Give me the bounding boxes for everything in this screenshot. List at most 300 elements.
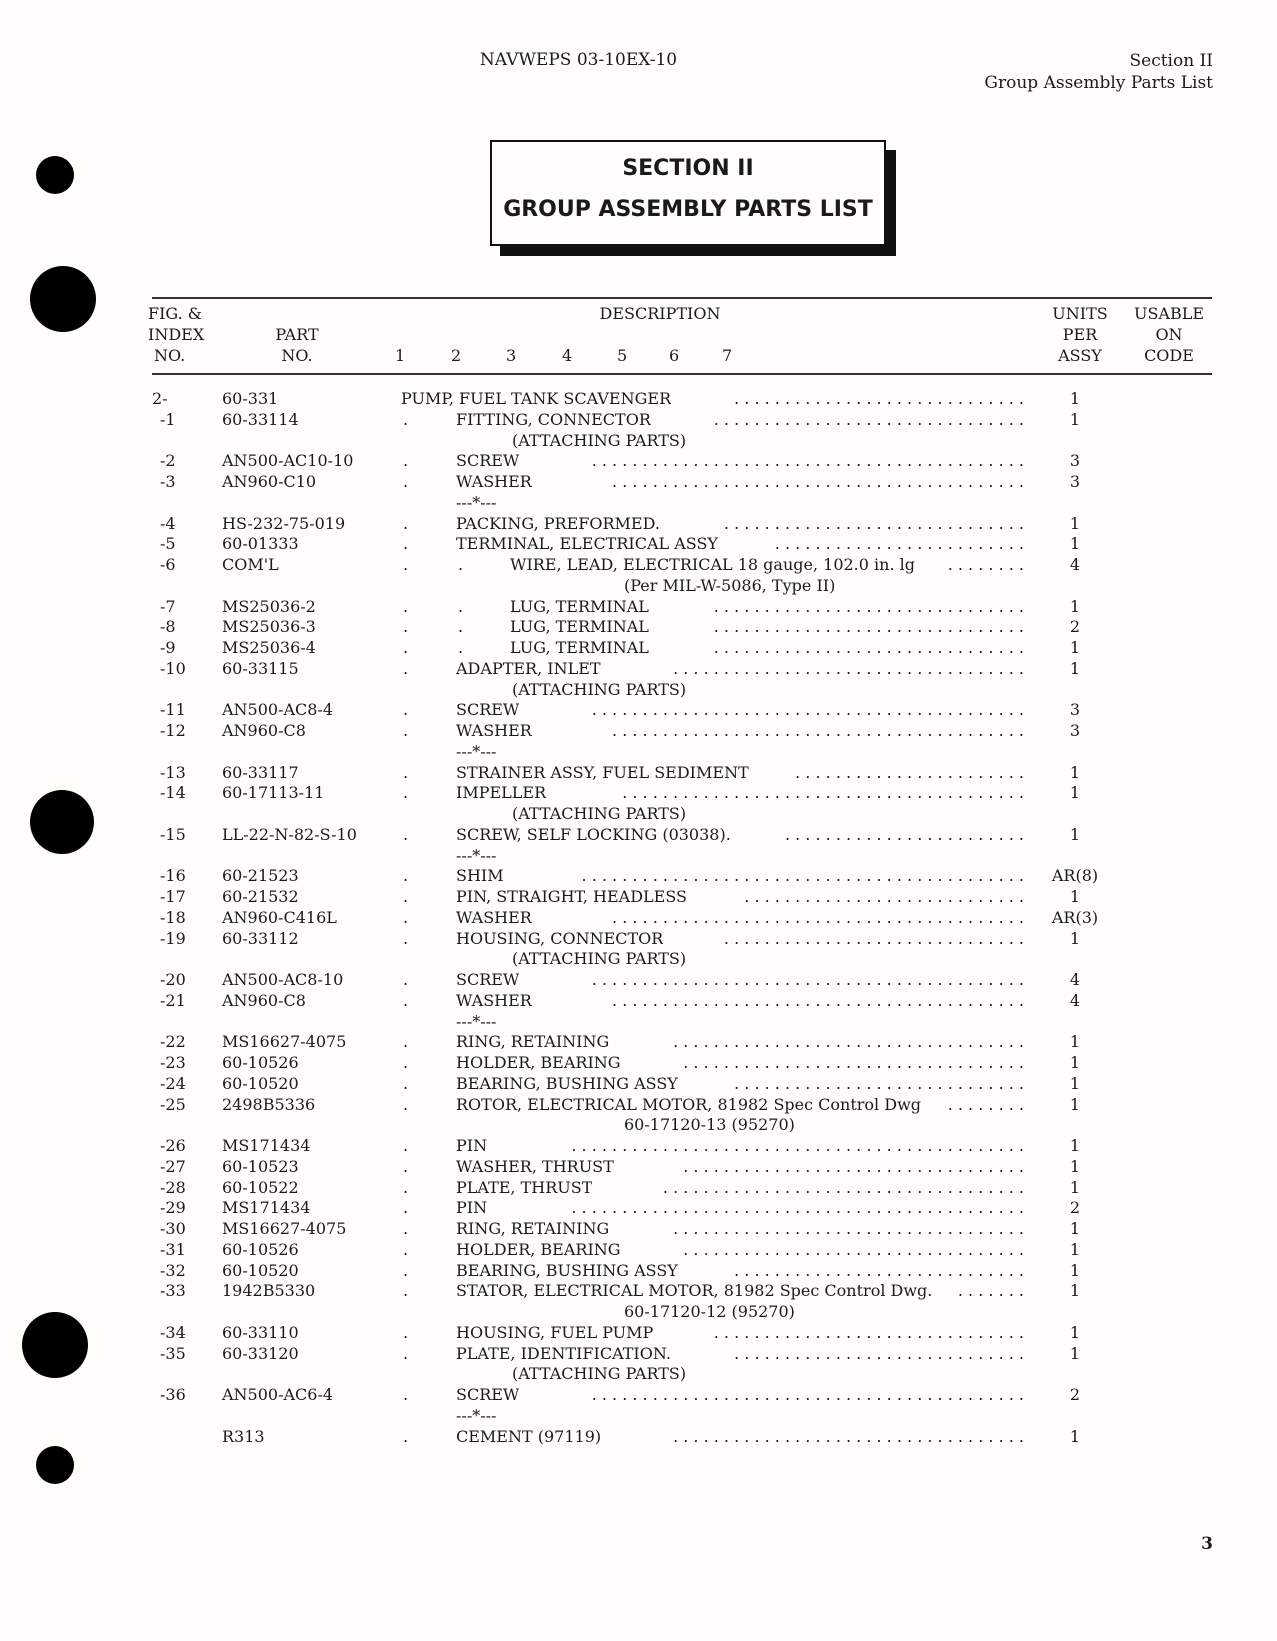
description: LUG, TERMINAL <box>510 617 649 637</box>
part-no: R313 <box>222 1426 265 1446</box>
indent-dot: . <box>403 658 409 678</box>
table-note-row <box>0 948 1277 969</box>
table-row <box>0 533 1277 554</box>
indent-dot: . <box>458 596 464 616</box>
units-per-assy: 3 <box>1069 472 1081 491</box>
running-header <box>984 50 1213 94</box>
units-per-assy: 1 <box>1069 658 1081 678</box>
leader-dots: . . . . . . . . . . . . . . . . . . . . . . . . . . . . . . . . . . . <box>673 1426 1024 1446</box>
units-per-assy: 1 <box>1069 1136 1081 1155</box>
table-row <box>0 1177 1277 1198</box>
leader-dots: . . . . . . . . . . . . . . . . . . . . . . . . . . . . . <box>734 1343 1024 1363</box>
indent-dot: . <box>403 1260 409 1280</box>
units-per-assy: 1 <box>1069 534 1081 554</box>
leader-dots: . . . . . . . . . . . . . . . . . . . . . . . . . . . . . . . . . . . . . . . . . <box>612 990 1024 1010</box>
part-no: MS16627-4075 <box>222 1032 347 1052</box>
table-note-row <box>0 1363 1277 1384</box>
binder-hole <box>30 266 96 332</box>
part-no: MS171434 <box>222 1198 311 1218</box>
indent-dot: . <box>403 1343 409 1363</box>
units-per-assy: 4 <box>1069 970 1081 989</box>
index-no: -20 <box>160 970 186 989</box>
description-continuation: (Per MIL-W-5086, Type II) <box>624 575 836 595</box>
index-no: -30 <box>160 1219 186 1238</box>
part-no: 60-33120 <box>222 1343 299 1363</box>
part-no: HS-232-75-019 <box>222 513 346 533</box>
indent-dot: . <box>403 534 409 554</box>
page-number: 3 <box>1201 1534 1213 1554</box>
index-no: -16 <box>160 866 186 886</box>
index-no: -14 <box>160 783 186 803</box>
index-no: -13 <box>160 762 186 782</box>
part-no: 60-33110 <box>222 1322 299 1342</box>
indent-dot: . <box>403 1219 409 1238</box>
description: WASHER <box>456 721 532 740</box>
leader-dots: . . . . . . . . . . . . . . . . . . . . . . . . . . . . . <box>734 1073 1024 1093</box>
description: HOLDER, BEARING <box>456 1053 621 1072</box>
units-per-assy: 1 <box>1069 1073 1081 1093</box>
part-no: 60-10520 <box>222 1260 299 1280</box>
part-no: 60-10523 <box>222 1156 299 1176</box>
part-no: AN500-AC8-4 <box>222 700 334 720</box>
description-continuation: 60-17120-12 (95270) <box>624 1302 795 1321</box>
index-no: -12 <box>160 721 186 740</box>
part-no: 60-33112 <box>222 928 299 948</box>
description: TERMINAL, ELECTRICAL ASSY <box>456 534 718 554</box>
description-continuation: 60-17120-13 (95270) <box>624 1115 795 1135</box>
leader-dots: . . . . . . . . . . . . . . . . . . . . . . . . . . . . . . . . . . <box>683 1239 1024 1259</box>
indent-dot: . <box>403 1136 409 1155</box>
binder-hole <box>36 1446 74 1484</box>
part-no: 60-10522 <box>222 1177 299 1197</box>
table-row <box>0 450 1277 471</box>
leader-dots: . . . . . . . . . . . . . . . . . . . . . . . . . <box>774 534 1024 554</box>
indent-dot: . <box>458 617 464 637</box>
units-per-assy: 4 <box>1069 555 1081 574</box>
indent-dot: . <box>403 1032 409 1052</box>
indent-dot: . <box>403 970 409 989</box>
index-no: -25 <box>160 1094 186 1114</box>
leader-dots: . . . . . . . . . . . . . . . . . . . . . . . . . . . . . . . . . . . . <box>662 1177 1024 1197</box>
table-row <box>0 886 1277 907</box>
units-per-assy: 1 <box>1069 1219 1081 1238</box>
indent-dot: . <box>403 1322 409 1342</box>
index-no: -36 <box>160 1385 186 1404</box>
attaching-parts-end-marker: ---*--- <box>456 492 497 512</box>
table-row <box>0 1343 1277 1364</box>
indent-dot: . <box>403 638 409 657</box>
title-line-2: GROUP ASSEMBLY PARTS LIST <box>503 197 873 222</box>
index-no: -31 <box>160 1239 186 1259</box>
part-no: MS16627-4075 <box>222 1219 347 1238</box>
units-per-assy: 1 <box>1069 1239 1081 1259</box>
units-per-assy: 1 <box>1069 928 1081 948</box>
indent-dot: . <box>403 887 409 906</box>
table-row <box>0 637 1277 658</box>
units-per-assy: 1 <box>1069 1343 1081 1363</box>
table-header-rule <box>152 373 1212 375</box>
leader-dots: . . . . . . . . . . . . . . . . . . . . . . . . . . . . . . . . . . . . . . . . <box>622 783 1024 803</box>
doc-number: NAVWEPS 03-10EX-10 <box>479 50 678 70</box>
units-per-assy: 1 <box>1069 513 1081 533</box>
indent-dot: . <box>403 451 409 471</box>
description: WASHER, THRUST <box>456 1156 614 1176</box>
leader-dots: . . . . . . . . . . . . . . . . . . . . . . . . . . . . . . . <box>713 596 1024 616</box>
indent-dot: . <box>403 783 409 803</box>
description: STATOR, ELECTRICAL MOTOR, 81982 Spec Control Dwg. <box>456 1281 933 1301</box>
table-row <box>0 1280 1277 1301</box>
index-no: -35 <box>160 1343 186 1363</box>
units-per-assy: 2 <box>1069 1385 1081 1404</box>
indent-dot: . <box>403 513 409 533</box>
description: LUG, TERMINAL <box>510 638 649 657</box>
units-per-assy: 1 <box>1069 1094 1081 1114</box>
description: SHIM <box>456 866 504 886</box>
index-no: -19 <box>160 928 186 948</box>
leader-dots: . . . . . . . . . . . . . . . . . . . . . . . . . . . . <box>744 887 1024 906</box>
indent-dot: . <box>403 1094 409 1114</box>
indent-dot: . <box>403 1385 409 1404</box>
index-no: -6 <box>160 555 176 574</box>
part-no: 60-10520 <box>222 1073 299 1093</box>
table-row <box>0 1218 1277 1239</box>
units-per-assy: 1 <box>1069 783 1081 803</box>
indent-dot: . <box>403 1281 409 1301</box>
units-per-assy: 1 <box>1069 596 1081 616</box>
part-no: 60-01333 <box>222 534 299 554</box>
leader-dots: . . . . . . . . . . . . . . . . . . . . . . . . . . . . . . . . . . . . . . . . . <box>612 721 1024 740</box>
units-per-assy: 2 <box>1069 1198 1081 1218</box>
part-no: 60-33115 <box>222 658 299 678</box>
units-per-assy: 1 <box>1069 824 1081 844</box>
description: PACKING, PREFORMED. <box>456 513 660 533</box>
indent-dot: . <box>458 555 464 574</box>
indent-dot: . <box>403 1198 409 1218</box>
table-row <box>0 1073 1277 1094</box>
section-title-box <box>490 140 886 246</box>
leader-dots: . . . . . . . . . . . . . . . . . . . . . . . . . . . . . . . . . . . . . . . . . . . <box>591 451 1024 471</box>
table-row <box>0 782 1277 803</box>
units-per-assy: AR(8) <box>1051 866 1099 886</box>
description: WASHER <box>456 472 532 491</box>
part-no: MS25036-4 <box>222 638 316 657</box>
index-no: 2- <box>152 389 168 408</box>
index-no: -3 <box>160 472 176 491</box>
indent-dot: . <box>403 1177 409 1197</box>
table-row <box>0 1260 1277 1281</box>
leader-dots: . . . . . . . . . . . . . . . . . . . . . . . . . . . . . . . <box>713 638 1024 657</box>
table-row <box>0 720 1277 741</box>
table-row <box>0 616 1277 637</box>
leader-dots: . . . . . . . . . . . . . . . . . . . . . . . . . . . . . . . . . . . <box>673 1032 1024 1052</box>
index-no: -15 <box>160 824 186 844</box>
table-row <box>0 824 1277 845</box>
leader-dots: . . . . . . . . <box>947 1094 1024 1114</box>
description: WIRE, LEAD, ELECTRICAL 18 gauge, 102.0 in. lg <box>510 555 915 574</box>
header-levels: 1 2 3 4 5 6 7 <box>395 346 733 365</box>
leader-dots: . . . . . . . . . . . . . . . . . . . . . . . . . . . . . . . . . . . . . . . . . <box>612 907 1024 927</box>
table-row <box>0 1239 1277 1260</box>
units-per-assy: 1 <box>1069 1177 1081 1197</box>
part-no: 60-33114 <box>222 409 299 429</box>
description: WASHER <box>456 990 532 1010</box>
description: SCREW <box>456 700 520 720</box>
indent-dot: . <box>403 596 409 616</box>
index-no: -7 <box>160 596 176 616</box>
leader-dots: . . . . . . . . . . . . . . . . . . . . . . . . . . . . . . . . . . . . . . . . . . . . . <box>571 1136 1024 1155</box>
leader-dots: . . . . . . . . . . . . . . . . . . . . . . . . . . . . . . . <box>713 1322 1024 1342</box>
description: CEMENT (97119) <box>456 1426 602 1446</box>
index-no: -5 <box>160 534 176 554</box>
leader-dots: . . . . . . . . <box>947 555 1024 574</box>
description: BEARING, BUSHING ASSY <box>456 1260 678 1280</box>
description: SCREW, SELF LOCKING (03038). <box>456 824 731 844</box>
indent-dot: . <box>403 990 409 1010</box>
part-no: 60-10526 <box>222 1053 299 1072</box>
units-per-assy: 3 <box>1069 700 1081 720</box>
description: PIN <box>456 1198 488 1218</box>
part-no: AN960-C10 <box>222 472 317 491</box>
description: LUG, TERMINAL <box>510 596 649 616</box>
table-row <box>0 1135 1277 1156</box>
part-no: AN500-AC6-4 <box>222 1385 334 1404</box>
leader-dots: . . . . . . . . . . . . . . . . . . . . . . . <box>795 762 1024 782</box>
description: ADAPTER, INLET <box>456 658 601 678</box>
header-description: DESCRIPTION <box>599 304 721 323</box>
index-no: -23 <box>160 1053 186 1072</box>
table-note-row <box>0 575 1277 596</box>
description: SCREW <box>456 1385 520 1404</box>
index-no: -8 <box>160 617 176 637</box>
attaching-parts-label: (ATTACHING PARTS) <box>512 949 687 969</box>
indent-dot: . <box>403 1426 409 1446</box>
table-row <box>0 1094 1277 1115</box>
index-no: -11 <box>160 700 186 720</box>
part-no: 60-17113-11 <box>222 783 325 803</box>
table-row <box>0 969 1277 990</box>
leader-dots: . . . . . . . . . . . . . . . . . . . . . . . . . . . . . . . . . . <box>683 1156 1024 1176</box>
description: HOUSING, CONNECTOR <box>456 928 664 948</box>
units-per-assy: 1 <box>1069 887 1081 906</box>
table-row <box>0 699 1277 720</box>
attaching-parts-label: (ATTACHING PARTS) <box>512 1364 687 1384</box>
description: WASHER <box>456 907 532 927</box>
table-note-row <box>0 803 1277 824</box>
title-line-1: SECTION II <box>622 156 754 181</box>
leader-dots: . . . . . . . <box>957 1281 1024 1301</box>
description: PLATE, THRUST <box>456 1177 593 1197</box>
units-per-assy: 3 <box>1069 721 1081 740</box>
indent-dot: . <box>403 1239 409 1259</box>
binder-hole <box>36 156 74 194</box>
units-per-assy: 1 <box>1069 389 1081 408</box>
description: PUMP, FUEL TANK SCAVENGER <box>401 389 672 408</box>
indent-dot: . <box>403 472 409 491</box>
leader-dots: . . . . . . . . . . . . . . . . . . . . . . . . . . . . . . . . . . . . . . . . . . . . . <box>571 1198 1024 1218</box>
indent-dot: . <box>403 409 409 429</box>
index-no: -18 <box>160 907 186 927</box>
table-row <box>0 1384 1277 1405</box>
units-per-assy: 1 <box>1069 1426 1081 1446</box>
table-row <box>0 596 1277 617</box>
leader-dots: . . . . . . . . . . . . . . . . . . . . . . . . <box>784 824 1024 844</box>
index-no: -34 <box>160 1322 186 1342</box>
table-note-row <box>0 741 1277 762</box>
table-note-row <box>0 1301 1277 1322</box>
description: RING, RETAINING <box>456 1219 610 1238</box>
index-no: -29 <box>160 1198 186 1218</box>
leader-dots: . . . . . . . . . . . . . . . . . . . . . . . . . . . . . <box>734 1260 1024 1280</box>
indent-dot: . <box>403 555 409 574</box>
description: PIN <box>456 1136 488 1155</box>
part-no: 60-33117 <box>222 762 299 782</box>
description: PIN, STRAIGHT, HEADLESS <box>456 887 687 906</box>
part-no: 60-21532 <box>222 887 299 906</box>
table-row <box>0 1031 1277 1052</box>
units-per-assy: 1 <box>1069 638 1081 657</box>
description: HOUSING, FUEL PUMP <box>456 1322 654 1342</box>
description: SCREW <box>456 451 520 471</box>
indent-dot: . <box>403 907 409 927</box>
table-row <box>0 762 1277 783</box>
attaching-parts-end-marker: ---*--- <box>456 1011 497 1031</box>
description: PLATE, IDENTIFICATION. <box>456 1343 671 1363</box>
index-no: -9 <box>160 638 176 657</box>
part-no: AN960-C8 <box>222 990 306 1010</box>
header-fig-index: FIG. & INDEX NO. <box>148 304 205 365</box>
part-no: LL-22-N-82-S-10 <box>222 824 357 844</box>
part-no: 1942B5330 <box>222 1281 316 1301</box>
attaching-parts-label: (ATTACHING PARTS) <box>512 679 687 699</box>
table-row <box>0 1052 1277 1073</box>
description: IMPELLER <box>456 783 547 803</box>
indent-dot: . <box>403 1156 409 1176</box>
units-per-assy: 1 <box>1069 1260 1081 1280</box>
units-per-assy: 1 <box>1069 409 1081 429</box>
leader-dots: . . . . . . . . . . . . . . . . . . . . . . . . . . . . . . . . . . . . . . . . . . . <box>591 970 1024 989</box>
description: SCREW <box>456 970 520 989</box>
index-no: -10 <box>160 658 186 678</box>
header-usable: USABLE ON CODE <box>1133 304 1205 365</box>
units-per-assy: 1 <box>1069 1322 1081 1342</box>
description: HOLDER, BEARING <box>456 1239 621 1259</box>
index-no: -28 <box>160 1177 186 1197</box>
table-note-row <box>0 679 1277 700</box>
table-row <box>0 1197 1277 1218</box>
index-no: -22 <box>160 1032 186 1052</box>
description: ROTOR, ELECTRICAL MOTOR, 81982 Spec Control Dwg <box>456 1094 922 1114</box>
leader-dots: . . . . . . . . . . . . . . . . . . . . . . . . . . . . . . . . . . . . . . . . . . . . <box>581 866 1024 886</box>
leader-dots: . . . . . . . . . . . . . . . . . . . . . . . . . . . . . . . . . . . <box>673 658 1024 678</box>
part-no: AN500-AC8-10 <box>222 970 344 989</box>
part-no: 2498B5336 <box>222 1094 316 1114</box>
indent-dot: . <box>458 638 464 657</box>
part-no: COM'L <box>222 555 279 574</box>
table-row <box>0 907 1277 928</box>
leader-dots: . . . . . . . . . . . . . . . . . . . . . . . . . . . . . . <box>723 513 1024 533</box>
index-no: -21 <box>160 990 186 1010</box>
table-row <box>0 471 1277 492</box>
table-row <box>0 388 1277 409</box>
header-units: UNITS PER ASSY <box>1052 304 1108 365</box>
units-per-assy: AR(3) <box>1051 907 1099 927</box>
units-per-assy: 4 <box>1069 990 1081 1010</box>
indent-dot: . <box>403 928 409 948</box>
table-note-row <box>0 1011 1277 1032</box>
table-row <box>0 928 1277 949</box>
index-no: -26 <box>160 1136 186 1155</box>
units-per-assy: 1 <box>1069 1032 1081 1052</box>
index-no: -32 <box>160 1260 186 1280</box>
part-no: 60-331 <box>222 389 279 408</box>
part-no: AN960-C8 <box>222 721 306 740</box>
indent-dot: . <box>403 1053 409 1072</box>
units-per-assy: 1 <box>1069 1156 1081 1176</box>
table-note-row <box>0 492 1277 513</box>
header-part-no: PART NO. <box>275 325 319 365</box>
leader-dots: . . . . . . . . . . . . . . . . . . . . . . . . . . . . . . . <box>713 617 1024 637</box>
leader-dots: . . . . . . . . . . . . . . . . . . . . . . . . . . . . . . . <box>713 409 1024 429</box>
table-row <box>0 1322 1277 1343</box>
table-row <box>0 513 1277 534</box>
description: FITTING, CONNECTOR <box>456 409 651 429</box>
table-row <box>0 990 1277 1011</box>
section-title: Group Assembly Parts List <box>984 73 1213 93</box>
attaching-parts-end-marker: ---*--- <box>456 1405 497 1425</box>
part-no: MS25036-3 <box>222 617 316 637</box>
table-row <box>0 1426 1277 1447</box>
units-per-assy: 3 <box>1069 451 1081 471</box>
table-note-row <box>0 845 1277 866</box>
units-per-assy: 2 <box>1069 617 1081 637</box>
leader-dots: . . . . . . . . . . . . . . . . . . . . . . . . . . . . . . <box>723 928 1024 948</box>
indent-dot: . <box>403 721 409 740</box>
indent-dot: . <box>403 617 409 637</box>
attaching-parts-end-marker: ---*--- <box>456 845 497 865</box>
part-no: MS171434 <box>222 1136 311 1155</box>
leader-dots: . . . . . . . . . . . . . . . . . . . . . . . . . . . . . <box>734 389 1024 408</box>
part-no: 60-21523 <box>222 866 299 886</box>
leader-dots: . . . . . . . . . . . . . . . . . . . . . . . . . . . . . . . . . . . . . . . . . . . <box>591 700 1024 720</box>
index-no: -4 <box>160 513 176 533</box>
indent-dot: . <box>403 762 409 782</box>
units-per-assy: 1 <box>1069 762 1081 782</box>
table-top-rule <box>152 297 1212 299</box>
units-per-assy: 1 <box>1069 1281 1081 1301</box>
leader-dots: . . . . . . . . . . . . . . . . . . . . . . . . . . . . . . . . . . . . . . . . . <box>612 472 1024 491</box>
attaching-parts-label: (ATTACHING PARTS) <box>512 804 687 823</box>
table-row <box>0 865 1277 886</box>
leader-dots: . . . . . . . . . . . . . . . . . . . . . . . . . . . . . . . . . . . <box>673 1219 1024 1238</box>
part-no: AN960-C416L <box>222 907 337 927</box>
table-note-row <box>0 1114 1277 1135</box>
part-no: AN500-AC10-10 <box>222 451 354 471</box>
table-row <box>0 658 1277 679</box>
part-no: 60-10526 <box>222 1239 299 1259</box>
attaching-parts-label: (ATTACHING PARTS) <box>512 430 687 450</box>
table-row <box>0 554 1277 575</box>
indent-dot: . <box>403 866 409 886</box>
table-note-row <box>0 1405 1277 1426</box>
table-row <box>0 409 1277 430</box>
description: STRAINER ASSY, FUEL SEDIMENT <box>456 762 749 782</box>
units-per-assy: 1 <box>1069 1053 1081 1072</box>
description: RING, RETAINING <box>456 1032 610 1052</box>
index-no: -17 <box>160 887 186 906</box>
indent-dot: . <box>403 1073 409 1093</box>
index-no: -27 <box>160 1156 186 1176</box>
description: BEARING, BUSHING ASSY <box>456 1073 678 1093</box>
